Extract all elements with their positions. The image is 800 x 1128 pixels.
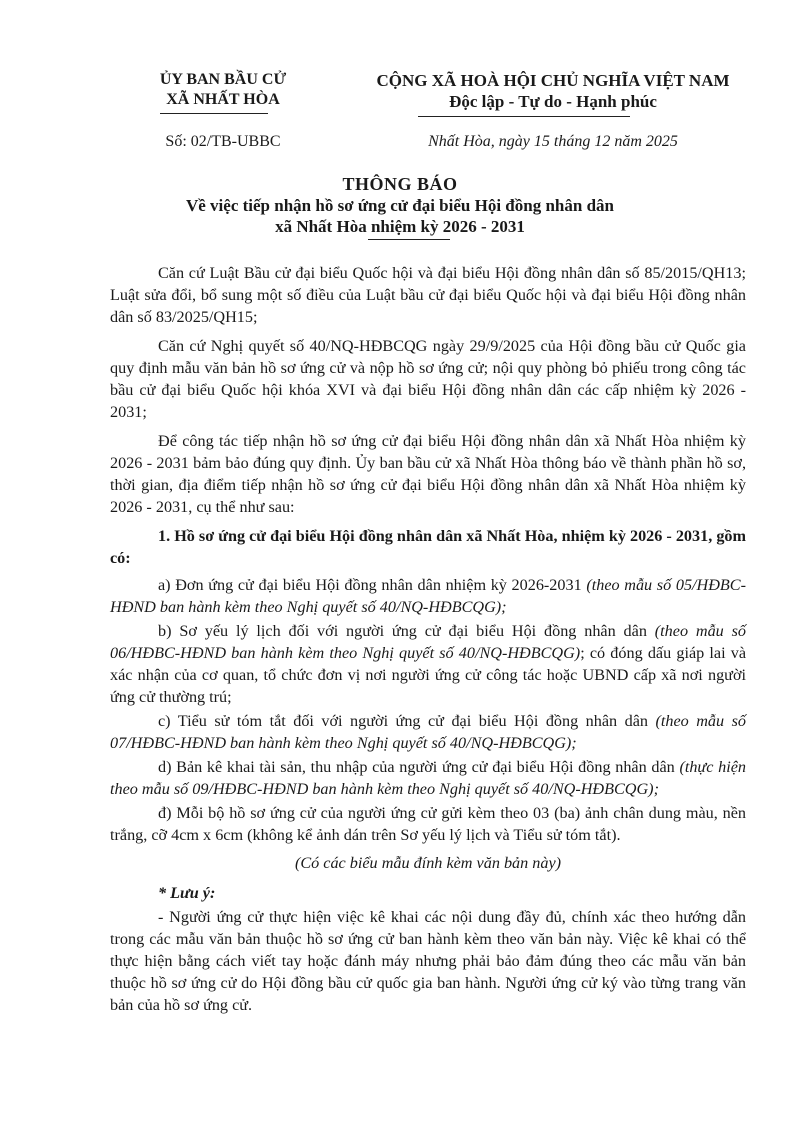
item-d [110, 756, 746, 800]
issuing-organization [118, 70, 328, 110]
item-c [110, 710, 746, 754]
item-b-ref: (theo mẫu số 06/HĐBC-HĐND ban hành kèm theo Nghị quyết số 40/NQ-HĐBCQG) [110, 622, 747, 662]
item-d-text: d) Bản kê khai tài sản, thu nhập của người ứng cử đại biểu Hội đồng nhân dân [158, 758, 680, 776]
org-name-line2: XÃ NHẤT HÒA [166, 91, 280, 108]
legal-basis-1: Căn cứ Luật Bầu cử đại biểu Quốc hội và đại biểu Hội đồng nhân dân số 85/2015/QH13; Luật sửa đổi, bổ sung một số điều của Luật bầu cử đại biểu Quốc hội và đại biểu Hội đồng nhân dân số 83/2025/QH15; [110, 264, 746, 326]
item-c-ref: (theo mẫu số 07/HĐBC-HĐND ban hành kèm theo Nghị quyết số 40/NQ-HĐBCQG); [110, 712, 747, 752]
title-subject-line1: Về việc tiếp nhận hồ sơ ứng cử đại biểu Hội đồng nhân dân [185, 196, 614, 215]
attachment-note: (Có các biểu mẫu đính kèm văn bản này) [294, 854, 562, 872]
item-a-text: a) Đơn ứng cử đại biểu Hội đồng nhân dân nhiệm kỳ 2026-2031 [158, 576, 587, 594]
place-date: Nhất Hòa, ngày 15 tháng 12 năm 2025 [428, 133, 678, 150]
item-dd: đ) Mỗi bộ hồ sơ ứng cử của người ứng cử gửi kèm theo 03 (ba) ảnh chân dung màu, nền trắng, cỡ 4cm x 6cm (không kể ảnh dán trên Sơ yếu lý lịch và Tiểu sử tóm tắt). [110, 804, 746, 844]
document-body [110, 262, 746, 1023]
note-label: * Lưu ý: [158, 884, 216, 902]
nation-name: CỘNG XÃ HOÀ HỘI CHỦ NGHĨA VIỆT NAM [376, 71, 730, 90]
motto-underline [418, 116, 630, 117]
motto: Độc lập - Tự do - Hạnh phúc [449, 92, 657, 111]
document-number: Số: 02/TB-UBBC [165, 133, 281, 150]
title-subject-line2: xã Nhất Hòa nhiệm kỳ 2026 - 2031 [275, 217, 525, 236]
org-name-line1: ỦY BAN BẦU CỬ [159, 71, 287, 88]
section-1-heading: 1. Hồ sơ ứng cử đại biểu Hội đồng nhân dân xã Nhất Hòa, nhiệm kỳ 2026 - 2031, gồm có: [110, 527, 746, 567]
legal-basis-2: Căn cứ Nghị quyết số 40/NQ-HĐBCQG ngày 29/9/2025 của Hội đồng bầu cử Quốc gia quy định mẫu văn bản hồ sơ ứng cử và nộp hồ sơ ứng cử; nội quy phòng bỏ phiếu trong công tác bầu cử đại biểu Quốc hội khóa XVI và đại biểu Hội đồng nhân dân các cấp nhiệm kỳ 2026 - 2031; [110, 337, 746, 421]
item-b [110, 620, 746, 708]
purpose-paragraph: Để công tác tiếp nhận hồ sơ ứng cử đại biểu Hội đồng nhân dân xã Nhất Hòa nhiệm kỳ 2026 - 2031 bảm bảo đúng quy định. Ủy ban bầu cử xã Nhất Hòa thông báo về thành phần hồ sơ, thời gian, địa điểm tiếp nhận hồ sơ ứng cử đại biểu Hội đồng nhân dân xã Nhất Hòa nhiệm kỳ 2026 - 2031, cụ thể như sau: [110, 432, 746, 516]
item-b-text: b) Sơ yếu lý lịch đối với người ứng cử đại biểu Hội đồng nhân dân [158, 622, 655, 640]
item-c-text: c) Tiểu sử tóm tắt đối với người ứng cử đại biểu Hội đồng nhân dân [158, 712, 656, 730]
title-underline [368, 239, 450, 240]
item-a-ref: (theo mẫu số 05/HĐBC-HĐND ban hành kèm theo Nghị quyết số 40/NQ-HĐBCQG); [110, 576, 746, 616]
item-a [110, 574, 746, 618]
national-motto [318, 70, 788, 112]
note-paragraph: - Người ứng cử thực hiện việc kê khai các nội dung đầy đủ, chính xác theo hướng dẫn trong các mẫu văn bản thuộc hồ sơ ứng cử ban hành kèm theo văn bản này. Việc kê khai có thể thực hiện bằng cách viết tay hoặc đánh máy nhưng phải bảo đảm đúng theo các mẫu văn bản thuộc hồ sơ ứng cử do Hội đồng bầu cử quốc gia ban hành. Người ứng cử ký vào từng trang văn bản của hồ sơ ứng cử. [110, 908, 746, 1014]
title-main: THÔNG BÁO [342, 174, 458, 194]
org-underline [160, 113, 268, 114]
item-d-ref: (thực hiện theo mẫu số 09/HĐBC-HĐND ban hành kèm theo Nghị quyết số 40/NQ-HĐBCQG); [110, 758, 746, 798]
item-b-rest: ; có đóng dấu giáp lai và xác nhận của cơ quan, tổ chức đơn vị nơi người ứng cử công tác hoặc UBND cấp xã nơi người ứng cử thường trú; [110, 644, 747, 706]
document-title [80, 174, 720, 237]
